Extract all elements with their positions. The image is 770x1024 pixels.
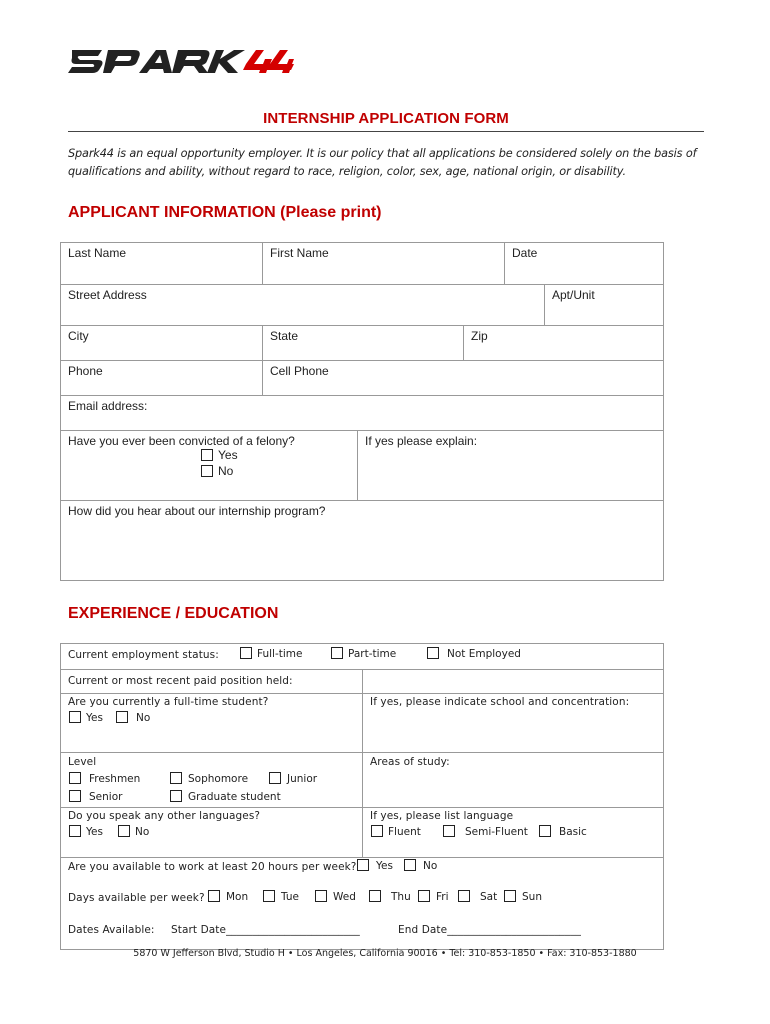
hear-about-label: How did you hear about our internship program? [68,504,326,518]
sophomore-checkbox[interactable] [170,772,182,784]
fri-checkbox[interactable] [418,890,430,902]
recent-position-field[interactable] [61,670,362,693]
zip-label: Zip [471,329,488,343]
freshmen-checkbox[interactable] [69,772,81,784]
level-senior-option[interactable]: Senior [69,790,122,803]
list-language-label: If yes, please list language [370,810,514,822]
phone-row [61,360,663,395]
first-name-label: First Name [270,246,329,260]
list-language-cell [362,808,663,857]
spark44-logo-mark [68,44,294,78]
level-freshmen-option[interactable]: Freshmen [69,772,140,785]
hear-about-row [61,500,663,580]
hours-no-option[interactable]: No [404,859,437,872]
street-address-label: Street Address [68,288,147,302]
footer-contact: 5870 W Jefferson Blvd, Studio H • Los Angeles, California 90016 • Tel: 310-853-1850 • Fax: 310-853-1880 [133,948,637,959]
felony-explain-field[interactable] [357,431,663,500]
graduate-checkbox[interactable] [170,790,182,802]
student-question-label: Are you currently a full-time student? [68,696,269,708]
recent-position-row [61,669,663,693]
hours-yes-checkbox[interactable] [357,859,369,871]
felony-explain-label: If yes please explain: [365,434,478,448]
wed-checkbox[interactable] [315,890,327,902]
felony-no-option[interactable]: No [201,464,233,478]
fluent-option[interactable]: Fluent [371,825,421,838]
felony-row [61,430,663,500]
day-tue-option[interactable]: Tue [263,890,299,903]
day-sun-option[interactable]: Sun [504,890,542,903]
mon-checkbox[interactable] [208,890,220,902]
basic-option[interactable]: Basic [539,825,587,838]
level-sophomore-option[interactable]: Sophomore [170,772,248,785]
felony-question-label: Have you ever been convicted of a felony? [68,434,295,448]
felony-question-cell [61,431,357,500]
hours-yes-option[interactable]: Yes [357,859,393,872]
lang-no-option[interactable]: No [118,825,149,838]
languages-question-cell [61,808,362,857]
part-time-option[interactable]: Part-time [331,647,396,660]
availability-cell [61,858,663,949]
city-label: City [68,329,89,343]
email-label: Email address: [68,399,148,413]
day-fri-option[interactable]: Fri [418,890,449,903]
full-time-option[interactable]: Full-time [240,647,302,660]
school-concentration-field[interactable] [362,694,663,752]
student-no-option[interactable]: No [116,711,150,724]
city-row [61,325,663,360]
semi-fluent-checkbox[interactable] [443,825,455,837]
state-field[interactable] [262,326,463,360]
student-yes-option[interactable]: Yes [69,711,103,724]
lang-no-checkbox[interactable] [118,825,130,837]
part-time-checkbox[interactable] [331,647,343,659]
zip-field[interactable] [463,326,663,360]
form-title: INTERNSHIP APPLICATION FORM [263,110,509,127]
tue-checkbox[interactable] [263,890,275,902]
senior-checkbox[interactable] [69,790,81,802]
email-field[interactable] [61,396,663,430]
city-field[interactable] [61,326,262,360]
start-date-field[interactable]: Start Date_________________________ [171,924,360,936]
experience-education-heading: EXPERIENCE / EDUCATION [68,605,279,622]
state-label: State [270,329,299,343]
semi-fluent-option[interactable]: Semi-Fluent [443,825,528,838]
sat-checkbox[interactable] [458,890,470,902]
dates-available-label: Dates Available: [68,924,155,936]
apt-unit-field[interactable] [544,285,663,325]
thu-checkbox[interactable] [369,890,381,902]
days-question-label: Days available per week? [68,892,205,904]
address-row [61,284,663,325]
school-concentration-label: If yes, please indicate school and concentration: [370,696,630,708]
fluent-checkbox[interactable] [371,825,383,837]
last-name-label: Last Name [68,246,127,260]
level-label: Level [68,756,97,768]
street-address-field[interactable] [61,285,544,325]
day-sat-option[interactable]: Sat [458,890,497,903]
areas-of-study-field[interactable] [362,753,663,807]
felony-no-checkbox[interactable] [201,465,213,477]
first-name-field[interactable] [262,243,504,284]
full-time-checkbox[interactable] [240,647,252,659]
applicant-info-heading: APPLICANT INFORMATION (Please print) [68,204,382,221]
hours-question-label: Are you available to work at least 20 hours per week? [68,861,357,873]
name-row [61,243,663,284]
employment-status-cell [61,644,663,669]
lang-yes-checkbox[interactable] [69,825,81,837]
languages-question-label: Do you speak any other languages? [68,810,261,822]
recent-position-label: Current or most recent paid position held: [68,675,293,687]
phone-label: Phone [68,364,103,378]
level-junior-option[interactable]: Junior [269,772,317,785]
languages-row [61,807,663,857]
day-mon-option[interactable]: Mon [208,890,248,903]
felony-yes-checkbox[interactable] [201,449,213,461]
areas-of-study-label: Areas of study: [370,756,450,768]
sun-checkbox[interactable] [504,890,516,902]
cell-phone-label: Cell Phone [270,364,329,378]
felony-yes-option[interactable]: Yes [201,448,238,462]
title-divider [68,131,704,132]
applicant-info-table [60,242,664,581]
day-wed-option[interactable]: Wed [315,890,356,903]
not-employed-checkbox[interactable] [427,647,439,659]
student-row [61,693,663,752]
hours-no-checkbox[interactable] [404,859,416,871]
student-no-checkbox[interactable] [116,711,128,723]
last-name-field[interactable] [61,243,262,284]
employment-status-row [61,644,663,669]
lang-yes-option[interactable]: Yes [69,825,103,838]
recent-position-extra[interactable] [362,670,663,693]
spark44-logo [68,44,294,78]
phone-field[interactable] [61,361,262,395]
basic-checkbox[interactable] [539,825,551,837]
hear-about-field[interactable] [61,501,663,580]
student-question-cell [61,694,362,752]
email-row [61,395,663,430]
day-thu-option[interactable]: Thu [369,890,411,903]
date-field[interactable] [504,243,663,284]
junior-checkbox[interactable] [269,772,281,784]
employment-status-label: Current employment status: [68,649,219,661]
level-cell [61,753,362,807]
level-graduate-option[interactable]: Graduate student [170,790,281,803]
date-label: Date [512,246,538,260]
student-yes-checkbox[interactable] [69,711,81,723]
cell-phone-field[interactable] [262,361,663,395]
level-row [61,752,663,807]
equal-opportunity-statement: Spark44 is an equal opportunity employer. It is our policy that all applications be considered solely on the basis of qualifications and ability, without regard to race, religion, color, sex, age, national origin, or disability. [68,147,697,178]
apt-unit-label: Apt/Unit [552,288,595,302]
experience-education-table [60,643,664,950]
availability-row [61,857,663,949]
end-date-field[interactable]: End Date_________________________ [398,924,581,936]
not-employed-option[interactable]: Not Employed [427,647,521,660]
